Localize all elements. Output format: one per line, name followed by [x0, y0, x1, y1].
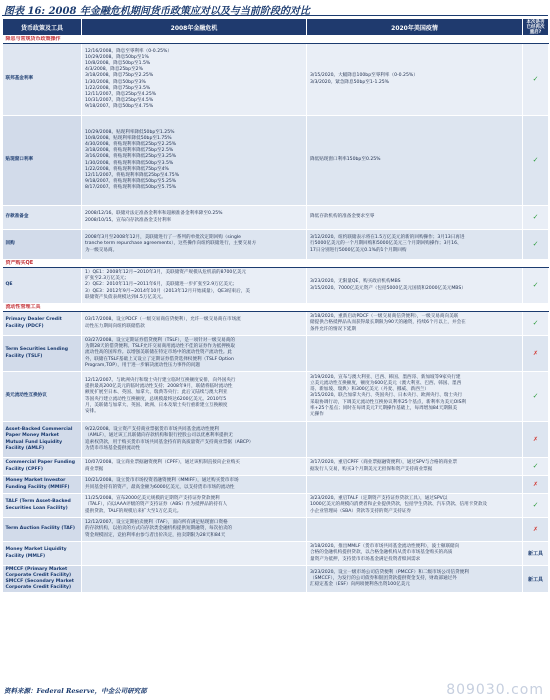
cell-2020: [307, 566, 523, 593]
table-row: [3, 566, 549, 593]
cell-text-line: 12/12/2007。与欧洲央行和瑞士央行建立临时互换额度安排，向外国央行: [85, 378, 236, 384]
cell-text-line: 9/18/2007。降息50bp至4.75%: [85, 103, 154, 109]
cross-icon: ✗: [532, 349, 539, 357]
tool-name: Term Auction Facility (TAF): [3, 518, 82, 542]
cell-text-line: 提供最高200亿美元的临时流动性支持；2008年9月，联储将临时流动性: [85, 384, 233, 390]
tool-name: 联邦基金利率: [3, 44, 82, 116]
cell-2008: [82, 268, 307, 304]
col-header-restarted: 本次是否已经再次重启?: [523, 19, 549, 36]
cross-icon: ✗: [532, 525, 539, 533]
cell-text-line: 2008/12/16。联储对法定准备金利率和超额准备金利率降至0.25%: [85, 211, 223, 217]
cell-text-line: 10/31/2007。降息25bp至4.5%: [85, 97, 154, 103]
tool-name: PMCCF (Primary Market Corporate Credit Facility) SMCCF (Secondary Market Corporate Credit Facility): [3, 566, 82, 593]
table-row: [3, 476, 549, 494]
restart-mark: [523, 116, 549, 206]
table-row: [3, 518, 549, 542]
restart-mark: [523, 458, 549, 476]
table-row: [3, 206, 549, 230]
cell-2020: [307, 336, 523, 372]
cell-text-line: 元操作: [310, 411, 324, 417]
cell-text-line: 03/17/2008。设立PDCF（一级交易商信贷便利），允许一级交易商在市场流: [85, 317, 241, 323]
cell-text-line: 10/21/2008。设立货币市场投资者融资便利（MMIFF），通过购买货币市场: [85, 478, 239, 484]
table-header-row: [3, 19, 549, 36]
cell-2008: [82, 116, 307, 206]
check-icon: ✓: [532, 156, 539, 165]
cell-text-line: 据发行人交易，购买3个月期美元无担保和资产支持商业票据: [310, 466, 433, 472]
restart-mark: [523, 44, 549, 116]
restart-mark: [523, 230, 549, 260]
cell-text-line: 1000亿美元的规模向消费者和企业提供贷款，包括学生贷款、汽车贷款、信用卡贷款及: [310, 502, 488, 508]
cell-text-line: 1/22/2008。将贴现利率降低75bp至4%: [85, 166, 169, 172]
cell-text-line: 条件允许的情况下延期: [310, 326, 356, 332]
title-divider: [2, 15, 548, 16]
cell-text-line: 等国央行建立流动性互换额度，总规模最终达6200亿美元。2010年5: [85, 396, 227, 402]
cell-2020: [307, 206, 523, 230]
cell-text-line: 合格的金融机构提供贷款，以合格金融机构从货币市场基金购买的高质: [310, 550, 453, 556]
section-row: [3, 304, 549, 312]
cell-text-line: 1/30/2008。降息50bp至3%: [85, 79, 146, 85]
cell-text-line: 追索权贷款，用于购买货币市场共同基金持有的高质量资产支持商业票据（ABCP）: [85, 439, 254, 445]
cell-text-line: 1/22/2008。降息75bp至3.5%: [85, 85, 151, 91]
table-row: [3, 372, 549, 422]
cell-text-line: 3/15/2020。联合加拿大央行、英国央行、日本央行、欧洲央行、瑞士央行: [310, 393, 463, 399]
cell-text-line: 2）QE2：2010年11月~2011年6月，美联储进一步扩张至2.9万亿美元；: [85, 282, 238, 288]
cell-text-line: 为货币市场基金提供流动性: [85, 445, 141, 451]
cell-2020: [307, 494, 523, 518]
restart-mark: [523, 518, 549, 542]
cell-text-line: 10/29/2008。降息50bp至1%: [85, 55, 149, 61]
cell-text-line: 9/22/2008。设立资产支持商业票据货币市场共同基金流动性便利: [85, 427, 219, 433]
check-icon: ✓: [532, 392, 539, 401]
cell-text-line: 哥、新加坡、瑞典）和300亿美元（丹麦、挪威、新西兰）: [310, 387, 430, 393]
cell-text-line: 3/23/2020。无限量QE，购买政府机构MBS: [310, 279, 401, 285]
cell-text-line: 3/23/2020。重启TALF（定期资产支持证券贷款工具），通过SPV以: [310, 496, 448, 502]
cell-2008: [82, 476, 307, 494]
cell-2020: [307, 542, 523, 566]
cell-text-line: 3/17/2020。重启CPFF（商业票据融资便利），通过SPV与合格的商业票: [310, 460, 458, 466]
cell-2008: [82, 372, 307, 422]
cell-text-line: 2008年3月至2008年12月，美联储进行了一系列的单批次定期回购（single: [85, 235, 242, 241]
section-title-conventional: 降息与常规货币政策操作: [3, 36, 549, 44]
section-title-qe: 资产购买QE: [3, 260, 549, 268]
cell-text-line: 小企业管理局（SBA）贷款等支持的资产支持证券: [310, 508, 412, 514]
col-header-tool: 货币政策及工具: [3, 19, 82, 36]
check-icon: ✓: [532, 319, 539, 328]
tool-name: Money Market Liquidity Facility (MMLF): [3, 542, 82, 566]
cell-text-line: 3/19/2020。宣布与澳大利亚、巴西、韩国、墨西哥、新加坡等9家央行建: [310, 375, 461, 381]
cell-2020: [307, 268, 523, 304]
cell-2008: [82, 518, 307, 542]
watermark: 809030.com: [446, 682, 544, 698]
table-row: [3, 422, 549, 458]
check-icon: ✓: [532, 75, 539, 84]
cell-2008: [82, 566, 307, 593]
cell-text-line: 10/8/2008。贴现利率降低50bp至1.75%: [85, 136, 172, 142]
cell-2020: [307, 312, 523, 336]
cell-text-line: 3/18/2020。推出MMLF（货币市场共同基金流动性便利），波士顿联储向: [310, 544, 460, 550]
cell-text-line: 为期28天的借贷便利。TSLF允许交易商用流动性不佳的证券作为抵押换取: [85, 344, 235, 350]
cell-text-line: 3/12/2020。纽约联储表示将在1.5万亿美元的新的回购操作；3月13日再进: [310, 235, 465, 241]
tool-name: 贴现窗口利率: [3, 116, 82, 206]
new-tool-label: 新工具: [527, 576, 543, 583]
check-icon: ✓: [532, 501, 539, 510]
check-icon: ✓: [532, 281, 539, 290]
cell-text-line: 扩张至2.3万亿美元；: [85, 276, 130, 282]
cell-text-line: 流动性高的国库券。以增强美联储在特定市场中的流动性资产流动性。此: [85, 350, 233, 356]
cell-2008: [82, 542, 307, 566]
cell-text-line: 外，联储在TSLF基础上又设立了定期证券借贷选择权便利（TSLF Option: [85, 356, 234, 362]
cross-icon: ✗: [532, 435, 539, 443]
cell-text-line: 4/3/2008。降息25bp至2%: [85, 67, 143, 73]
cell-text-line: 2008/10/15。宣布向存款准备金支付利率: [85, 217, 172, 223]
tool-name: 存款准备金: [3, 206, 82, 230]
cell-text-line: 9/18/2007。将贴现利率降低50bp至5.25%: [85, 178, 177, 184]
restart-mark: [523, 312, 549, 336]
section-row: [3, 36, 549, 44]
tool-name: Asset-Backed Commercial Paper Money Market Mutual Fund Liquidity Facility (AMLF): [3, 422, 82, 458]
table-row: [3, 312, 549, 336]
cell-2008: [82, 422, 307, 458]
cell-2020: [307, 230, 523, 260]
table-row: [3, 268, 549, 304]
cell-text-line: （TALF），向以AAA评级的资产支持证券（ABS）作为抵押品的持有人: [85, 502, 228, 508]
restart-mark: [523, 206, 549, 230]
policy-comparison-table: [2, 18, 549, 593]
restart-mark: [523, 566, 549, 593]
cell-2020: [307, 372, 523, 422]
cell-text-line: 3/16/2008。将贴现利率降低25bp至3.25%: [85, 154, 177, 160]
cell-text-line: 额度扩展至日本、英国、加拿大、瑞典等央行；此后又陆续与澳大利亚: [85, 390, 228, 396]
cell-2008: [82, 230, 307, 260]
cell-2008: [82, 312, 307, 336]
cell-text-line: 降低贴现窗口利率150bp至0.25%: [310, 157, 381, 163]
cell-text-line: 11/25/2008。宣布2000亿美元规模的定期资产支持证券贷款便利: [85, 496, 220, 502]
cell-2020: [307, 44, 523, 116]
cell-text-line: （SMCCF），为发行的公司债券和银团贷款提供资金支持，财政部通过外: [310, 576, 457, 582]
table-row: [3, 230, 549, 260]
tool-name: 美元流动性互换协议: [3, 372, 82, 422]
tool-name: Primary Dealer Credit Facility (PDCF): [3, 312, 82, 336]
cell-2020: [307, 476, 523, 494]
cell-2008: [82, 494, 307, 518]
col-header-2020: 2020年美国疫情: [307, 19, 523, 36]
cell-text-line: 为一级交易商。: [85, 247, 118, 253]
cell-text-line: tranche term repurchase agreements），这些操作向纽约联储进行，主要交易方: [85, 241, 257, 247]
restart-mark: [523, 542, 549, 566]
cell-text-line: 4/30/2008。将贴现利率降低25bp至2.25%: [85, 142, 177, 148]
cell-text-line: 10/8/2008。降息50bp至1.5%: [85, 61, 151, 67]
cell-2020: [307, 116, 523, 206]
cell-text-line: 12/16/2008。降息至零利率（0-0.25%）: [85, 49, 172, 55]
cell-text-line: Program,TOP），用于进一步解决流动性压力事件的问题: [85, 362, 201, 368]
cell-text-line: 商业票据: [85, 466, 104, 472]
figure-title: 图表 16: 2008 年金融危机期间货币政策应对以及与当前阶段的对比: [4, 6, 310, 17]
tool-name: 回购: [3, 230, 82, 260]
tool-name: TALF (Term Asset-Backed Securities Loan Facility): [3, 494, 82, 518]
table-row: [3, 494, 549, 518]
section-row: [3, 260, 549, 268]
cell-text-line: 8/17/2007。将贴现利率降低50bp至5.75%: [85, 184, 177, 190]
cell-2008: [82, 44, 307, 116]
cell-text-line: 3/3/2020。紧急降息50bp至1-1.25%: [310, 79, 390, 85]
check-icon: ✓: [532, 213, 539, 222]
cell-text-line: 10/29/2008。贴现利率降低50bp至1.25%: [85, 130, 175, 136]
cell-text-line: 储提供合格抵押品从而获得最长期限为90天的融资，持续6个月以上，并会在: [310, 320, 466, 326]
cell-2008: [82, 458, 307, 476]
restart-mark: [523, 372, 549, 422]
new-tool-label: 新工具: [527, 550, 543, 557]
cell-text-line: 3/23/2020。设立一级市场公司信贷便利（PMCCF）和二级市场公司信贷便利: [310, 570, 469, 576]
cell-2020: [307, 458, 523, 476]
check-icon: ✓: [532, 462, 539, 471]
restart-mark: [523, 268, 549, 304]
cell-text-line: 1）QE1：2008年12月~2010年3月，美联储资产规模从危机前的8700亿美元: [85, 270, 247, 276]
cell-text-line: 汇稳定基金（ESF）向两项便利各出资100亿美元: [310, 582, 410, 588]
cell-2020: [307, 422, 523, 458]
cell-text-line: 动性压力期间向纽约联储借款: [85, 323, 145, 329]
cell-2008: [82, 336, 307, 372]
cell-text-line: 量资产为抵押，支持货币市场基金满足投资者赎回需求: [310, 556, 421, 562]
cell-text-line: 3/15/2020。大幅降息100bp至零利率（0-0.25%）: [310, 73, 418, 79]
check-icon: ✓: [532, 240, 539, 249]
restart-mark: [523, 476, 549, 494]
table-row: [3, 116, 549, 206]
table-row: [3, 542, 549, 566]
table-row: [3, 44, 549, 116]
restart-mark: [523, 494, 549, 518]
cell-text-line: 行5000亿美元的一个月期回购和5000亿美元三个月期回购操作；3月16、: [310, 241, 462, 247]
cell-text-line: 10/07/2008。设立商业票据融资便利（CPFF），通过该机制直接向企业购买: [85, 460, 240, 466]
table-row: [3, 458, 549, 476]
cell-text-line: 安排。: [85, 408, 99, 414]
cell-text-line: 1/30/2008。将贴现利率降低50bp至3.5%: [85, 160, 174, 166]
cell-text-line: 采取协调行动，下调美元流动性互换协议利率25个基点，新利率为美元OIS利: [310, 399, 467, 405]
cell-text-line: 3/18/2008。降息75bp至2.25%: [85, 73, 154, 79]
cell-text-line: 12/11/2007。将贴现利率降低25bp至4.75%: [85, 172, 180, 178]
cell-2008: [82, 206, 307, 230]
cell-text-line: 17日分别进行5000亿美元0.1%的1个月期回购: [310, 247, 407, 253]
cell-text-line: 03/27/2008。设立定期证券借贷便利（TSLF），是一项针对一级交易商的: [85, 338, 235, 344]
cross-icon: ✗: [532, 480, 539, 488]
cell-text-line: 联储资产负债表规模达到4.5万亿美元。: [85, 294, 166, 300]
cell-text-line: 共同基金持有的资产，最高金额为6000亿美元，以支持货币市场的流动性: [85, 484, 235, 490]
cell-text-line: 提供贷款，TALF的规模后来扩大至1万亿美元。: [85, 508, 182, 514]
cell-text-line: 率+25个基点；同时在每周美元7天期操作基础上，每周增加84天期限美: [310, 405, 458, 411]
cell-text-line: 立美元流动性互换额度，额度为600亿美元（澳大利亚、巴西、韩国、墨西: [310, 381, 462, 387]
tool-name: Term Securities Lending Facility (TSLF): [3, 336, 82, 372]
cell-text-line: 12/11/2007。降息25bp至4.25%: [85, 91, 157, 97]
cell-2020: [307, 518, 523, 542]
cell-text-line: 12/12/2007。设立定期拍卖便利（TAF），面向所有满足贴现窗口资格: [85, 520, 228, 526]
tool-name: QE: [3, 268, 82, 304]
table-row: [3, 336, 549, 372]
source-note: 资料来源：Federal Reserve，中金公司研究部: [4, 687, 147, 695]
cell-text-line: 降低存款机构的准备金要求至零: [310, 214, 375, 220]
tool-name: Commercial Paper Funding Facility (CPFF): [3, 458, 82, 476]
cell-text-line: 3/18/2020。重新启动PDCF（一级交易商信贷便利），一级交易商向美联: [310, 314, 459, 320]
col-header-2008: 2008年金融危机: [82, 19, 307, 36]
section-title-liquidity: 流动性管理工具: [3, 304, 549, 312]
restart-mark: [523, 336, 549, 372]
cell-text-line: （AMLF），通过该工具联储向存款机构和银行控股公司以优惠利率提供无: [85, 433, 233, 439]
cell-text-line: 的存款机构，以拍卖的方式向存款类金融机构提供短期融资，每次拍卖的: [85, 526, 233, 532]
cell-text-line: 资金规模固定，竞拍利率由参与者出价决定，拍卖期限为28天和84天: [85, 532, 226, 538]
cell-text-line: 月，美联储与加拿大、英国、欧洲、日本及瑞士央行重新建立互换额度: [85, 402, 228, 408]
cell-text-line: 3）QE3：2012年9月~2014年10月（2013年12月开始减量），QE3结束后，美: [85, 288, 250, 294]
restart-mark: [523, 422, 549, 458]
cell-text-line: 3/15/2020。7000亿美元资产（包括5000亿美元国债和2000亿美元MBS）: [310, 285, 466, 291]
tool-name: Money Market Investor Funding Facility (MMIFF): [3, 476, 82, 494]
cell-text-line: 3/18/2008。将贴现利率降低75bp至2.5%: [85, 148, 174, 154]
